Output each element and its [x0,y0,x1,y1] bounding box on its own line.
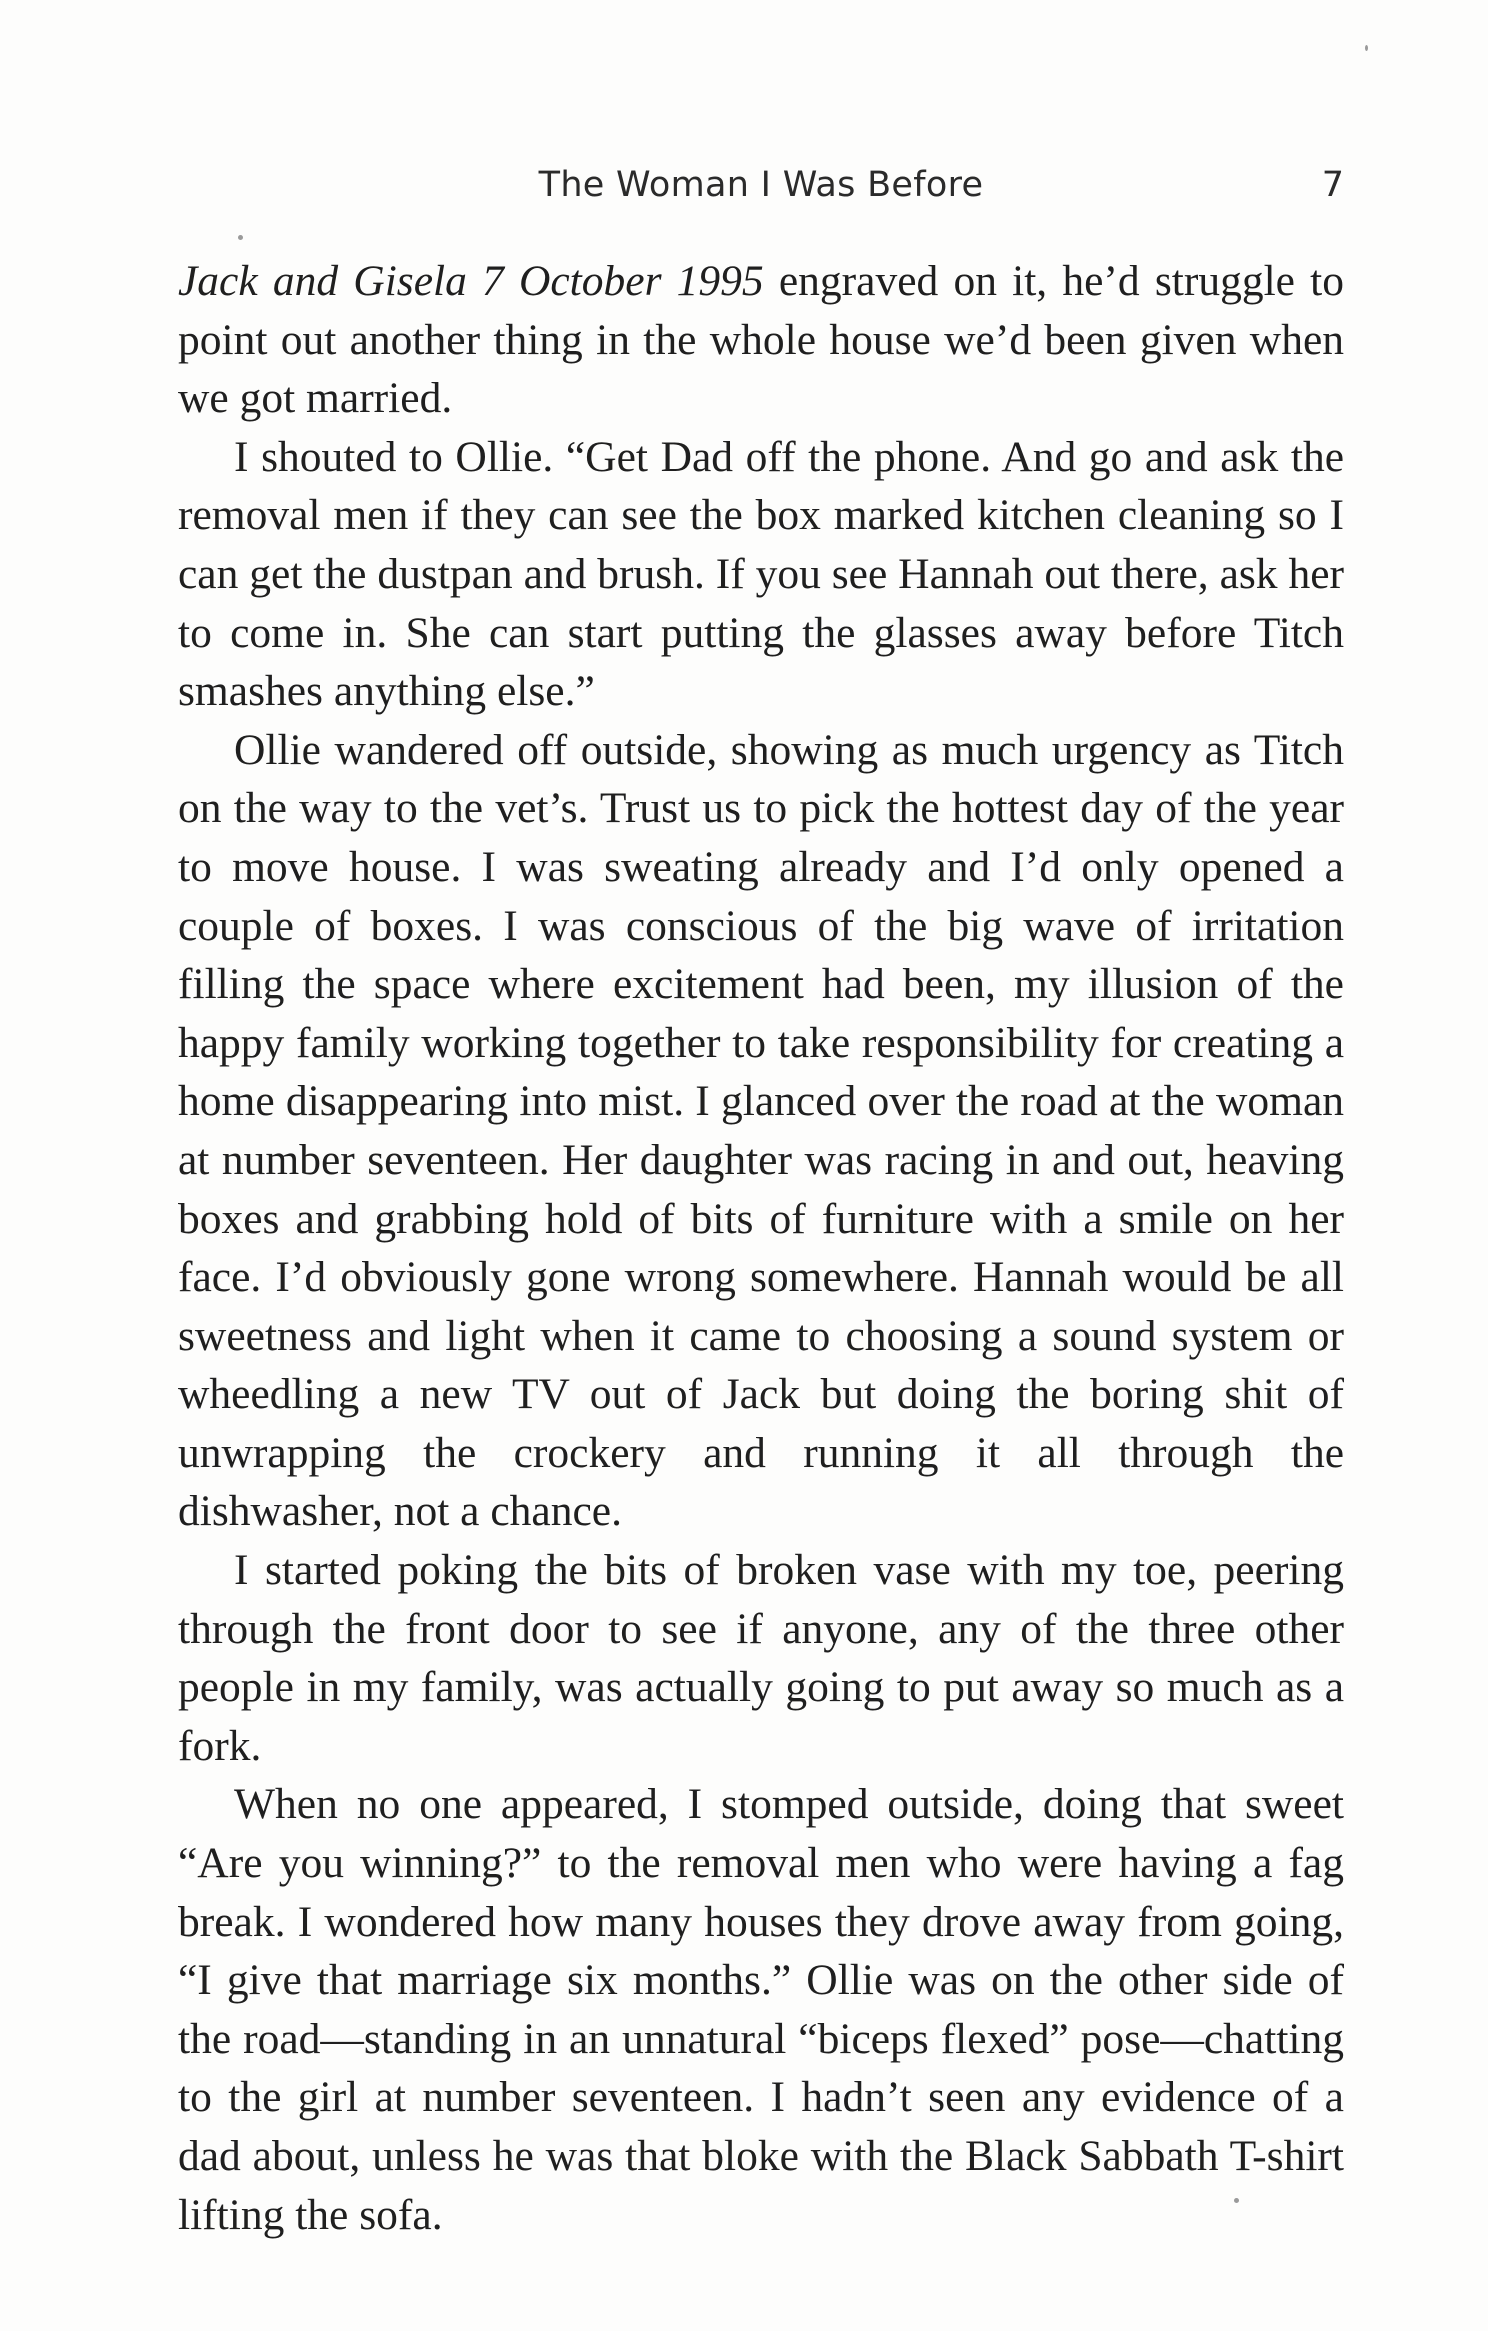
paragraph-5: When no one appeared, I stomped outside, doing that sweet “Are you winning?” to the removal men who were having a fag break. I wondered how many houses they drove away from going, “I give that marriage six months.” Ollie was on the other side of the road—standing in an unnatural “biceps flexed” pose—chatting to the girl at number seventeen. I hadn’t seen any evidence of a dad about, unless he was that bloke with the Black Sabbath T-shirt lifting the sofa. [178,1780,1344,2239]
scan-speck [1234,2198,1239,2203]
paragraph-2: I shouted to Ollie. “Get Dad off the phone. And go and ask the removal men if they can see the box marked kitchen cleaning so I can get the dustpan and brush. If you see Hannah out there, ask her to come in. She can start putting the glasses away before Titch smashes anything else.” [178,432,1344,716]
scan-speck [1365,45,1368,51]
running-head [178,165,1344,225]
page-number: 7 [1321,165,1344,205]
body-text [178,252,1344,2244]
paragraph-4: I started poking the bits of broken vase with my toe, peering through the front door to see if anyone, any of the three other people in my family, was actually going to put away so much as a fork. [178,1546,1344,1770]
paragraph-1-text: engraved on it, he’d struggle to point out another thing in the whole house we’d been given when we got married. [178,257,1344,423]
paragraph-3: Ollie wandered off outside, showing as much urgency as Titch on the way to the vet’s. Trust us to pick the hottest day of the year to move house. I was sweating already and I’d only opened a couple of boxes. I was conscious of the big wave of irritation filling the space where excitement had been, my illusion of the happy family working together to take responsibility for creating a home disappearing into mist. I glanced over the road at the woman at number seventeen. Her daughter was racing in and out, heaving boxes and grabbing hold of bits of furniture with a smile on her face. I’d obviously gone wrong somewhere. Hannah would be all sweetness and light when it came to choosing a sound system or wheedling a new TV out of Jack but doing the boring shit of unwrapping the crockery and running it all through the dishwasher, not a chance. [178,725,1344,1536]
scan-speck [238,235,243,240]
paragraph-1-italic-lead: Jack and Gisela 7 October 1995 [178,257,764,305]
running-head-title: The Woman I Was Before [538,165,984,205]
paragraph-1 [178,252,1344,428]
